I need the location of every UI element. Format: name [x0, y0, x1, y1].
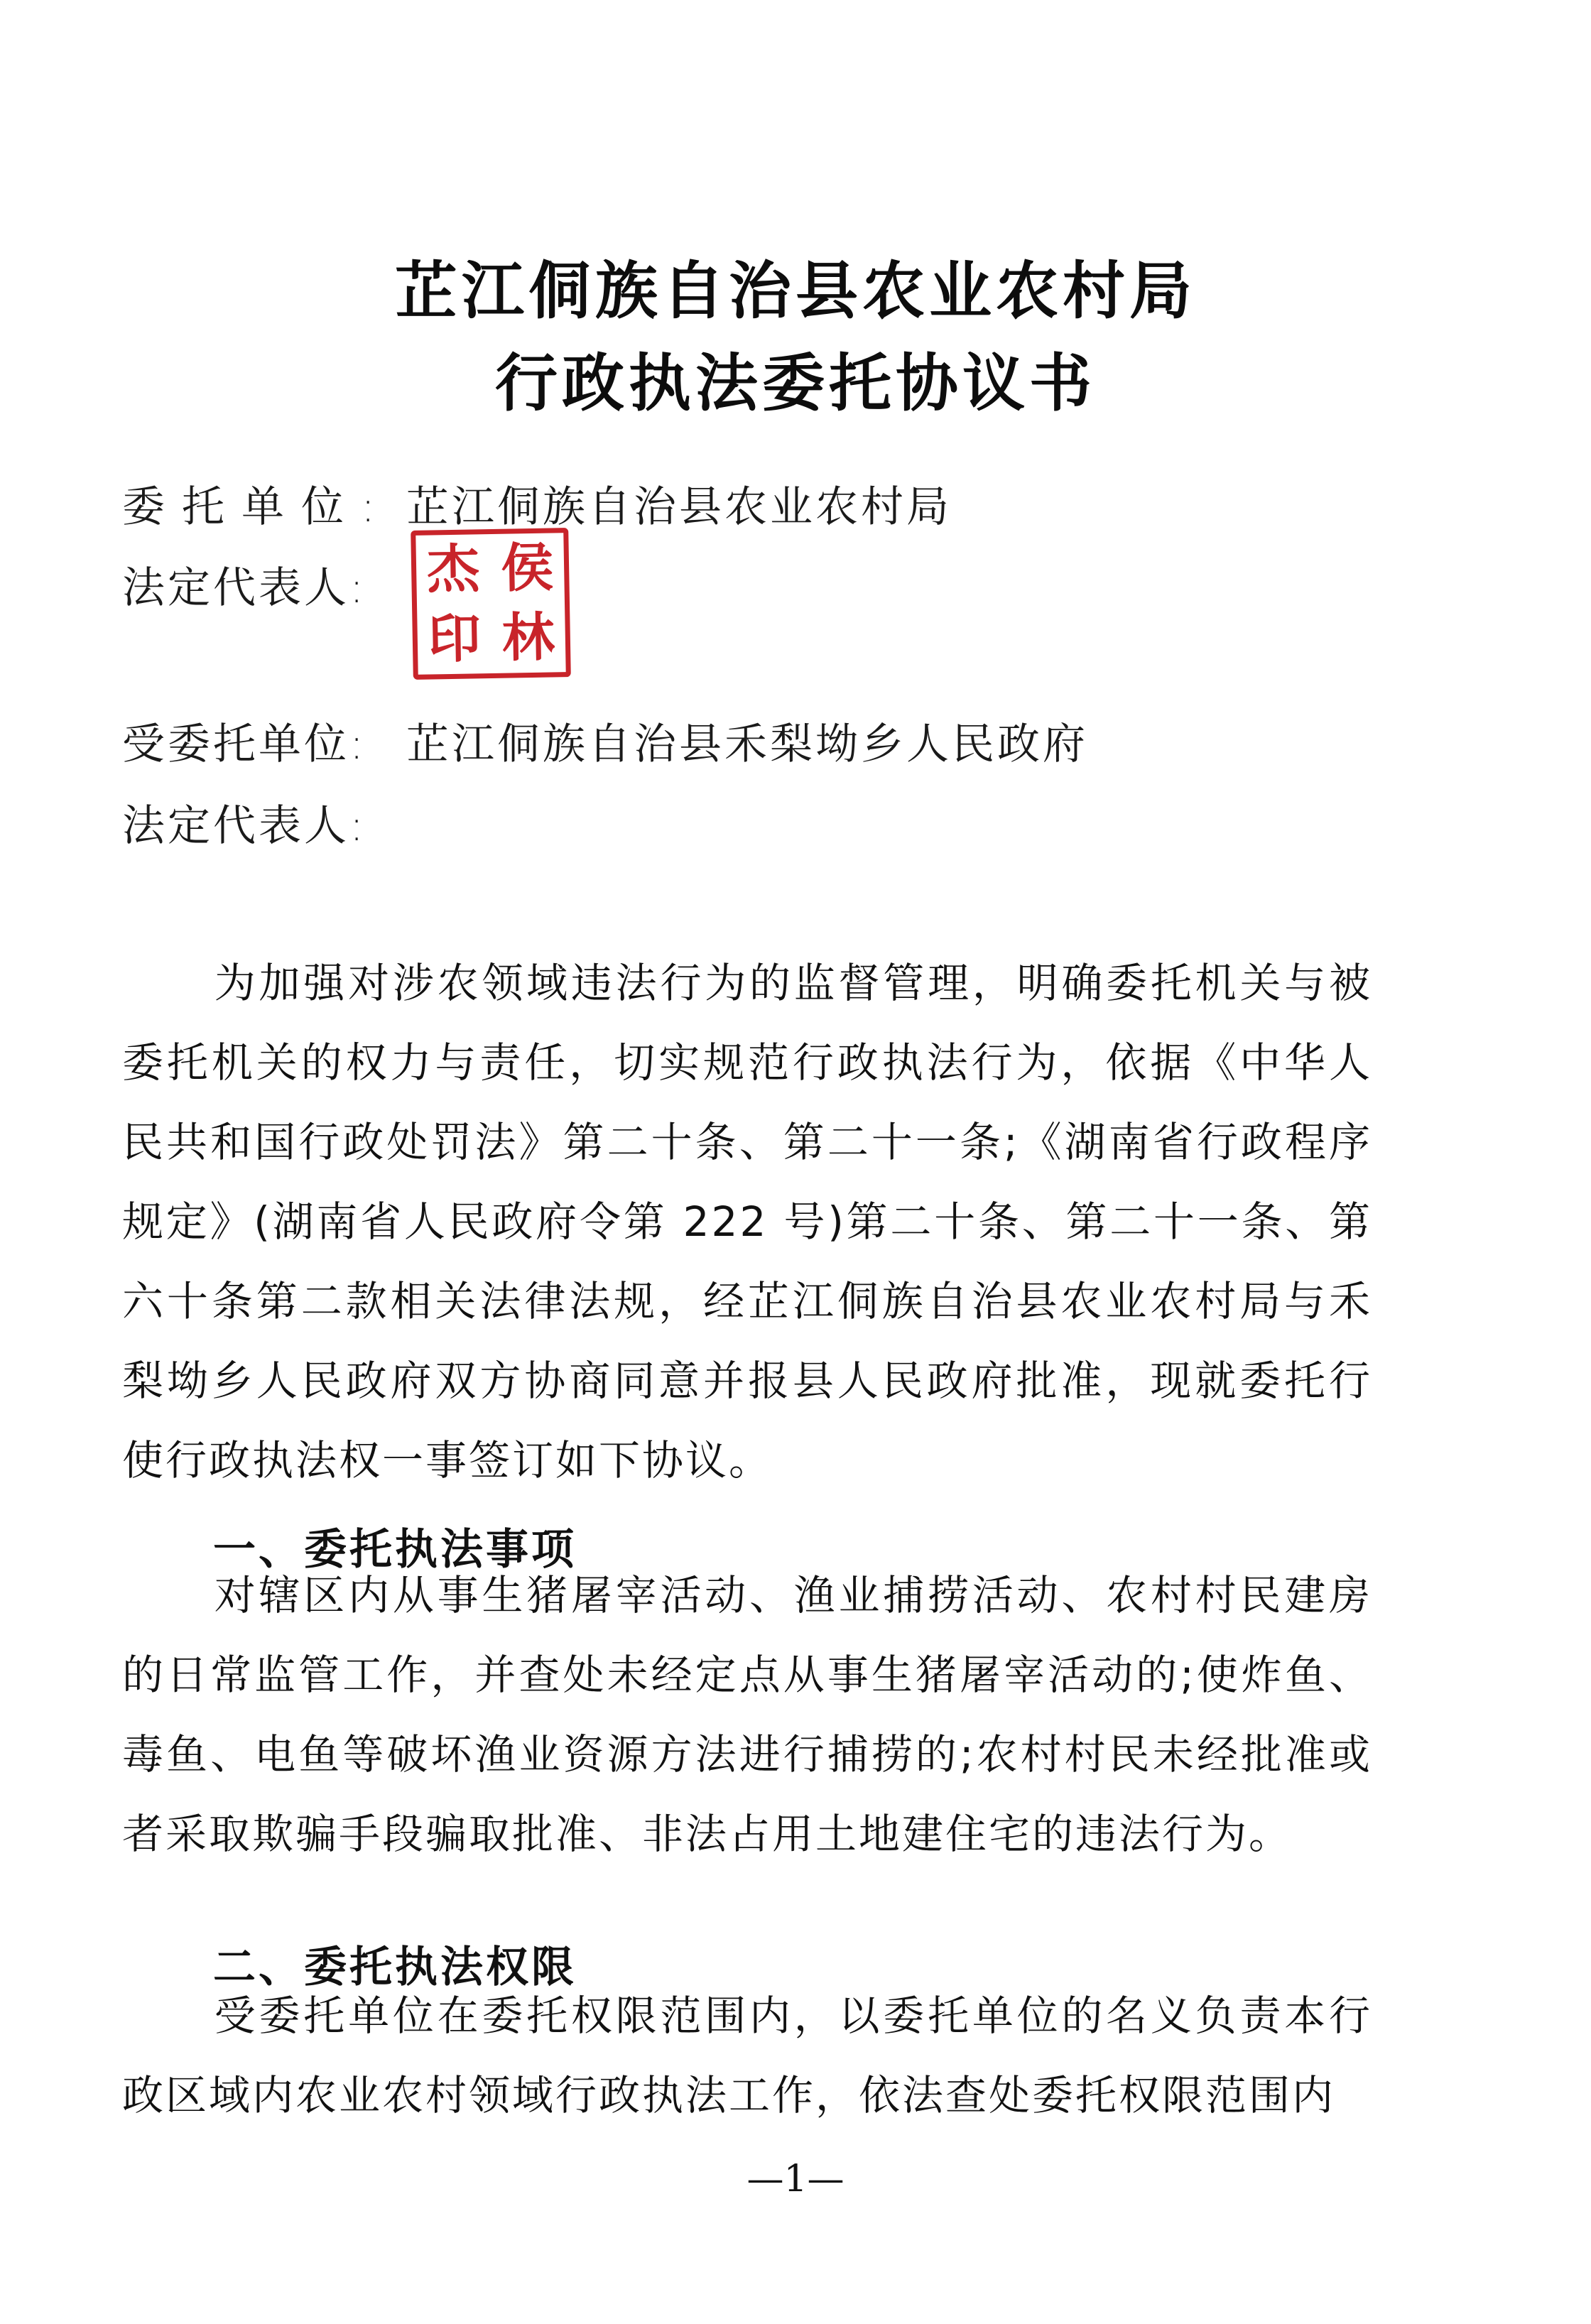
seal-char: 杰: [426, 538, 480, 601]
representative-seal-stamp: [411, 528, 571, 680]
entrusting-unit-row: [122, 473, 952, 534]
document-title-line1: 芷江侗族自治县农业农村局: [394, 254, 1196, 327]
entrusting-rep-row: [122, 554, 406, 615]
section2-heading: 二、委托执法权限: [213, 1943, 577, 1992]
seal-char: 林: [501, 607, 555, 669]
entrusted-unit-value: 芷江侗族自治县禾梨坳乡人民政府: [406, 720, 1088, 769]
entrusting-unit-value: 芷江侗族自治县农业农村局: [406, 482, 952, 532]
entrusted-rep-row: [122, 792, 406, 853]
seal-char: 印: [428, 608, 482, 670]
intro-text: 为加强对涉农领域违法行为的监督管理，明确委托机关与被委托机关的权力与责任，切实规范行政执法行为，依据《中华人民共和国行政处罚法》第二十条、第二十一条;《湖南省行政程序规定》(湖南省人民政府令第 222 号)第二十条、第二十一条、第六十条第二款相关法律法规，经芷江侗族自治县农业农村局与禾梨坳乡人民政府双方协商同意并报县人民政府批准，现就委托行使行政执法权一事签订如下协议。: [122, 959, 1372, 1484]
entrusted-unit-row: [122, 710, 1088, 771]
section1-text: 对辖区内从事生猪屠宰活动、渔业捕捞活动、农村村民建房的日常监管工作，并查处未经定点从事生猪屠宰活动的;使炸鱼、毒鱼、电鱼等破坏渔业资源方法进行捕捞的;农村村民未经批准或者采取欺骗手段骗取批准、非法占用土地建住宅的违法行为。: [122, 1571, 1372, 1858]
entrusting-rep-label: 法定代表人:: [122, 563, 367, 613]
section2-text: 受委托单位在委托权限范围内，以委托单位的名义负责本行政区域内农业农村领域行政执法工作，依法查处委托权限范围内: [122, 1992, 1372, 2119]
document-title-line2: 行政执法委托协议书: [494, 347, 1096, 420]
entrusted-rep-label: 法定代表人:: [122, 801, 367, 851]
page-number: —1—: [746, 2158, 845, 2200]
section2-paragraph: [122, 1976, 1372, 2135]
section1-heading: 一、委托执法事项: [213, 1525, 577, 1575]
entrusted-unit-label: 受委托单位:: [122, 720, 367, 769]
entrusting-unit-label: 委托单位:: [122, 482, 393, 532]
seal-char: 侯: [500, 537, 554, 599]
section1-paragraph: [122, 1555, 1372, 1874]
intro-paragraph: [122, 943, 1372, 1500]
